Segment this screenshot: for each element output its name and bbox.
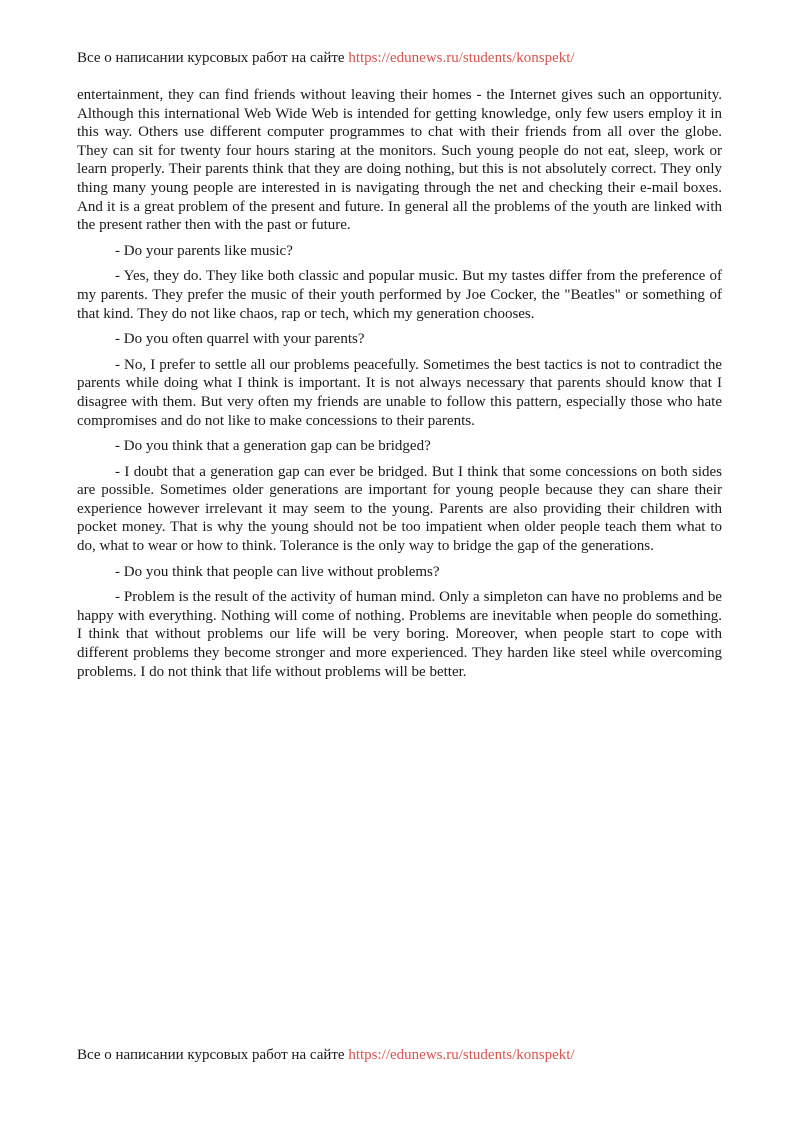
- running-header: [77, 49, 575, 67]
- question-problems: - Do you think that people can live without problems?: [115, 563, 440, 580]
- answer-generation-gap: - I doubt that a generation gap can ever be bridged. But I think that some concessions on both sides are possible. Sometimes older generations are important for young people because they can share their experience however irrelevant it may seem to the young. Parents are also providing their children with pocket money. That is why the young should not be too impatient when older people teach them what to do, what to wear or how to think. Tolerance is the only way to bridge the gap of the generations.: [77, 463, 722, 555]
- header-text: Все о написании курсовых работ на сайте: [77, 50, 349, 66]
- header-link[interactable]: https://edunews.ru/students/konspekt/: [348, 50, 575, 66]
- footer-text: Все о написании курсовых работ на сайте: [77, 1047, 349, 1063]
- question-generation-gap: - Do you think that a generation gap can be bridged?: [115, 438, 431, 455]
- paragraph-internet: entertainment, they can find friends without leaving their homes - the Internet gives such an opportunity. Although this international Web Wide Web is intended for getting knowledge, only few users employ it in this way. Others use different computer programmes to chat with their friends from all over the globe. They can sit for twenty four hours staring at the monitors. Such young people do not eat, sleep, work or learn properly. Their parents think that they are doing nothing, but this is not absolutely correct. They only thing many young people are interested in is navigating through the net and checking their e-mail boxes. And it is a great problem of the present and future. In general all the problems of the youth are linked with the present rather then with the past or future.: [77, 87, 722, 234]
- answer-quarrel: - No, I prefer to settle all our problems peacefully. Sometimes the best tactics is not to contradict the parents while doing what I think is important. It is not always necessary that parents should know that I disagree with them. But very often my friends are unable to follow this pattern, especially those who hate compromises and do not like to make concessions to their parents.: [77, 356, 722, 429]
- question-quarrel: - Do you often quarrel with your parents?: [115, 331, 365, 348]
- footer-link[interactable]: https://edunews.ru/students/konspekt/: [348, 1047, 575, 1063]
- question-music: - Do your parents like music?: [115, 242, 293, 259]
- answer-problems: - Problem is the result of the activity of human mind. Only a simpleton can have no problems and be happy with everything. Nothing will come of nothing. Problems are inevitable when people do something. I think that without problems our life will be very boring. Moreover, when people start to cope with different problems they become stronger and more experienced. They harden like steel while overcoming problems. I do not think that life without problems will be better.: [77, 589, 722, 680]
- running-footer: [77, 1046, 575, 1064]
- answer-music: - Yes, they do. They like both classic and popular music. But my tastes differ from the preference of my parents. They prefer the music of their youth performed by Joe Cocker, the "Beatles" or something of that kind. They do not like chaos, rap or tech, which my generation chooses.: [77, 268, 722, 322]
- body-text: [77, 86, 722, 688]
